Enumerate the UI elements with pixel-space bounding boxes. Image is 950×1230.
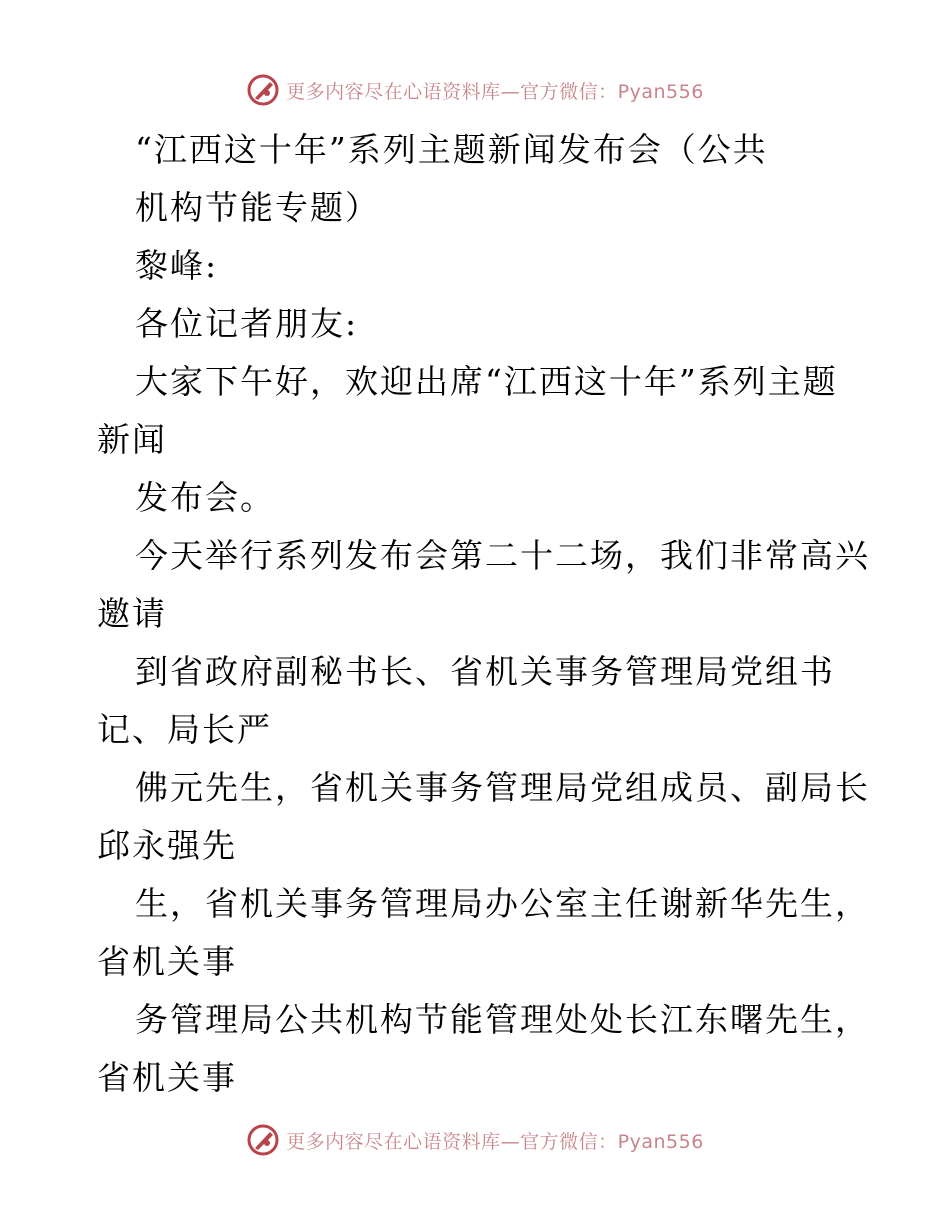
document-body — [0, 121, 950, 1107]
paragraph-line: 务管理局公共机构节能管理处处长江东曙先生， — [135, 1000, 870, 1039]
watermark-text: 更多内容尽在心语资料库—官方微信：Pyan556 — [286, 1130, 704, 1153]
watermark-text: 更多内容尽在心语资料库—官方微信：Pyan556 — [286, 80, 704, 103]
quill-seal-icon — [246, 73, 280, 107]
salutation: 各位记者朋友: — [135, 304, 359, 343]
paragraph-line: 省机关事 — [97, 1058, 237, 1097]
paragraph-line: 生，省机关事务管理局办公室主任谢新华先生， — [135, 884, 870, 923]
paragraph-line: 邱永强先 — [97, 826, 237, 865]
paragraph-line: 记、局长严 — [97, 710, 272, 749]
paragraph-line: 新闻 — [97, 420, 167, 459]
document-title-line-2: 机构节能专题） — [135, 188, 380, 227]
paragraph-line: 省机关事 — [97, 942, 237, 981]
paragraph-line: 邀请 — [97, 594, 167, 633]
paragraph-line: 今天举行系列发布会第二十二场，我们非常高兴 — [135, 536, 870, 575]
paragraph-line: 大家下午好，欢迎出席“江西这十年”系列主题 — [135, 362, 838, 401]
footer-watermark — [0, 1120, 950, 1160]
paragraph-line: 发布会。 — [135, 478, 275, 517]
paragraph-line: 佛元先生，省机关事务管理局党组成员、副局长 — [135, 768, 870, 807]
quill-seal-icon — [246, 1123, 280, 1157]
header-watermark — [0, 70, 950, 110]
speaker-name: 黎峰: — [135, 246, 219, 285]
paragraph-line: 到省政府副秘书长、省机关事务管理局党组书 — [135, 652, 835, 691]
document-title-line-1: “江西这十年”系列主题新闻发布会（公共 — [135, 130, 768, 169]
